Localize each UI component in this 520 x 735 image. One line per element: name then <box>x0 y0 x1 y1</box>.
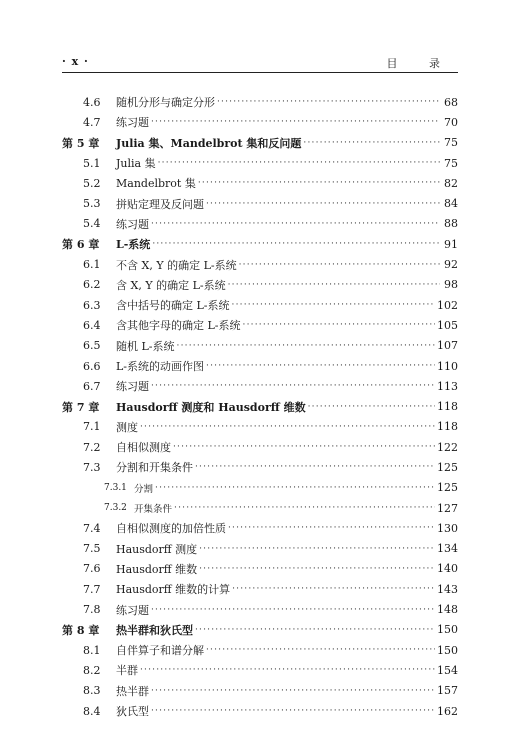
toc-entry-page: 75 <box>444 136 458 150</box>
toc-entry-page: 98 <box>444 278 458 292</box>
toc-section-entry <box>62 701 458 721</box>
toc-entry-number: 5.4 <box>83 217 101 231</box>
toc-entry-number: 6.2 <box>83 278 101 292</box>
toc-entry-number: 4.7 <box>83 115 101 129</box>
toc-entry-page: 140 <box>437 562 458 576</box>
dot-leader <box>195 624 435 636</box>
toc-entry-title: 半群 <box>116 664 138 678</box>
toc-entry-number: 7.1 <box>83 420 101 434</box>
toc-section-entry <box>62 153 458 173</box>
toc-entry-title: 含其他字母的确定 L-系统 <box>116 319 241 333</box>
table-of-contents <box>62 92 458 721</box>
dot-leader <box>239 259 440 271</box>
toc-entry-page: 130 <box>437 521 458 535</box>
dot-leader <box>206 360 435 372</box>
toc-section-entry <box>62 92 458 112</box>
toc-subsection-entry <box>62 498 458 518</box>
toc-entry-page: 102 <box>437 298 458 312</box>
toc-entry-number: 7.3.1 <box>104 482 127 493</box>
dot-leader <box>152 238 440 250</box>
toc-entry-page: 113 <box>437 379 458 393</box>
dot-leader <box>206 198 440 210</box>
toc-section-entry <box>62 173 458 193</box>
toc-entry-title: 练习题 <box>116 217 149 231</box>
page-number-label: · x · <box>62 55 89 68</box>
toc-entry-page: 134 <box>437 542 458 556</box>
toc-entry-page: 150 <box>437 643 458 657</box>
dot-leader <box>174 502 435 514</box>
toc-section-entry <box>62 599 458 619</box>
toc-entry-title: 练习题 <box>116 116 149 130</box>
toc-entry-number: 7.4 <box>83 521 101 535</box>
toc-section-entry <box>62 681 458 701</box>
dot-leader <box>199 543 435 555</box>
toc-entry-title: 随机 L-系统 <box>116 339 175 353</box>
toc-entry-number: 7.2 <box>83 440 101 454</box>
toc-entry-title: Julia 集、Mandelbrot 集和反问题 <box>116 136 302 150</box>
toc-entry-number: 6.7 <box>83 379 101 393</box>
dot-leader <box>198 177 440 189</box>
toc-section-entry <box>62 336 458 356</box>
toc-section-entry <box>62 112 458 132</box>
toc-entry-title: Hausdorff 维数 <box>116 562 198 576</box>
toc-section-entry <box>62 559 458 579</box>
toc-entry-page: 150 <box>437 623 458 637</box>
toc-entry-number: 7.6 <box>83 562 101 576</box>
toc-entry-number: 6.4 <box>83 318 101 332</box>
toc-entry-title: Hausdorff 测度 <box>116 542 198 556</box>
toc-entry-title: 测度 <box>116 420 138 434</box>
toc-entry-title: 热半群和狄氏型 <box>116 623 193 637</box>
toc-entry-page: 84 <box>444 197 458 211</box>
dot-leader <box>158 157 440 169</box>
toc-entry-page: 125 <box>437 481 458 495</box>
toc-entry-title: 不含 X, Y 的确定 L-系统 <box>116 258 237 272</box>
toc-entry-page: 148 <box>437 603 458 617</box>
toc-section-entry <box>62 214 458 234</box>
toc-entry-title: 自相似测度 <box>116 441 171 455</box>
dot-leader <box>243 319 435 331</box>
toc-entry-number: 7.3.2 <box>104 503 127 514</box>
dot-leader <box>177 340 435 352</box>
toc-entry-number: 5.3 <box>83 197 101 211</box>
toc-entry-number: 8.2 <box>83 663 101 677</box>
toc-chapter-entry <box>62 396 458 416</box>
toc-entry-title: 分割和开集条件 <box>116 461 193 475</box>
toc-entry-page: 107 <box>437 339 458 353</box>
toc-entry-number: 6.6 <box>83 359 101 373</box>
dot-leader <box>151 380 435 392</box>
toc-entry-title: L-系统 <box>116 238 151 252</box>
toc-entry-title: Hausdorff 测度和 Hausdorff 维数 <box>116 400 306 414</box>
toc-section-entry <box>62 539 458 559</box>
toc-chapter-entry <box>62 133 458 153</box>
dot-leader <box>140 664 435 676</box>
toc-section-entry <box>62 437 458 457</box>
toc-chapter-entry <box>62 234 458 254</box>
toc-entry-page: 122 <box>437 440 458 454</box>
toc-entry-number: 7.8 <box>83 603 101 617</box>
toc-entry-page: 70 <box>444 115 458 129</box>
toc-section-entry <box>62 579 458 599</box>
dot-leader <box>151 705 435 717</box>
toc-entry-title: 分割 <box>134 483 154 495</box>
toc-entry-page: 162 <box>437 704 458 718</box>
dot-leader <box>308 401 435 413</box>
toc-entry-number: 7.5 <box>83 542 101 556</box>
toc-chapter-entry <box>62 620 458 640</box>
toc-entry-number: 5.1 <box>83 156 101 170</box>
dot-leader <box>303 137 440 149</box>
toc-entry-page: 75 <box>444 156 458 170</box>
dot-leader <box>228 522 435 534</box>
toc-entry-title: 练习题 <box>116 603 149 617</box>
toc-entry-number: 4.6 <box>83 95 101 109</box>
toc-entry-number: 7.7 <box>83 582 101 596</box>
toc-section-entry <box>62 457 458 477</box>
toc-entry-page: 110 <box>437 359 458 373</box>
header-title: 目 录 <box>386 57 454 70</box>
dot-leader <box>199 563 435 575</box>
dot-leader <box>155 482 435 494</box>
toc-section-entry <box>62 417 458 437</box>
toc-entry-number: 6.3 <box>83 298 101 312</box>
toc-entry-page: 68 <box>444 95 458 109</box>
toc-entry-page: 92 <box>444 258 458 272</box>
toc-entry-page: 154 <box>437 663 458 677</box>
toc-section-entry <box>62 315 458 335</box>
toc-entry-title: 热半群 <box>116 684 149 698</box>
toc-entry-page: 125 <box>437 460 458 474</box>
toc-entry-title: Mandelbrot 集 <box>116 177 196 191</box>
toc-section-entry <box>62 660 458 680</box>
toc-entry-page: 91 <box>444 237 458 251</box>
toc-section-entry <box>62 295 458 315</box>
toc-entry-title: 练习题 <box>116 380 149 394</box>
toc-entry-title: Hausdorff 维数的计算 <box>116 583 231 597</box>
toc-section-entry <box>62 518 458 538</box>
toc-entry-page: 105 <box>437 318 458 332</box>
toc-entry-page: 127 <box>437 501 458 515</box>
toc-entry-title: 自伴算子和谱分解 <box>116 644 204 658</box>
dot-leader <box>232 299 435 311</box>
toc-section-entry <box>62 275 458 295</box>
toc-section-entry <box>62 640 458 660</box>
toc-entry-page: 88 <box>444 217 458 231</box>
dot-leader <box>151 116 440 128</box>
dot-leader <box>206 644 435 656</box>
toc-section-entry <box>62 376 458 396</box>
toc-entry-title: 开集条件 <box>134 504 173 516</box>
dot-leader <box>173 441 435 453</box>
toc-entry-title: Julia 集 <box>116 157 156 171</box>
toc-entry-title: 狄氏型 <box>116 705 149 719</box>
toc-entry-number: 第 6 章 <box>62 238 100 252</box>
dot-leader <box>151 685 435 697</box>
toc-entry-number: 第 7 章 <box>62 400 100 414</box>
toc-entry-number: 8.1 <box>83 643 101 657</box>
toc-section-entry <box>62 356 458 376</box>
toc-entry-title: L-系统的动画作图 <box>116 360 205 373</box>
dot-leader <box>195 461 435 473</box>
dot-leader <box>232 583 435 595</box>
dot-leader <box>140 421 435 433</box>
toc-entry-page: 143 <box>437 582 458 596</box>
toc-entry-title: 自相似测度的加倍性质 <box>116 522 226 536</box>
dot-leader <box>151 218 440 230</box>
toc-entry-number: 8.4 <box>83 704 101 718</box>
toc-entry-number: 第 8 章 <box>62 623 100 637</box>
toc-entry-number: 第 5 章 <box>62 136 100 150</box>
toc-subsection-entry <box>62 478 458 498</box>
toc-entry-number: 6.1 <box>83 258 101 272</box>
dot-leader <box>217 96 440 108</box>
dot-leader <box>151 604 435 616</box>
toc-entry-page: 118 <box>437 420 458 434</box>
toc-entry-page: 157 <box>437 684 458 698</box>
toc-entry-title: 随机分形与确定分形 <box>116 96 215 110</box>
toc-entry-page: 82 <box>444 176 458 190</box>
toc-entry-title: 拼贴定理及反问题 <box>116 197 204 211</box>
toc-entry-number: 5.2 <box>83 176 101 190</box>
toc-entry-number: 6.5 <box>83 339 101 353</box>
toc-section-entry <box>62 254 458 274</box>
toc-entry-page: 118 <box>437 400 458 414</box>
toc-entry-number: 7.3 <box>83 460 101 474</box>
dot-leader <box>228 279 440 291</box>
toc-entry-title: 含 X, Y 的确定 L-系统 <box>116 278 226 292</box>
toc-entry-title: 含中括号的确定 L-系统 <box>116 299 230 313</box>
toc-section-entry <box>62 193 458 213</box>
running-header <box>62 52 458 73</box>
toc-entry-number: 8.3 <box>83 684 101 698</box>
